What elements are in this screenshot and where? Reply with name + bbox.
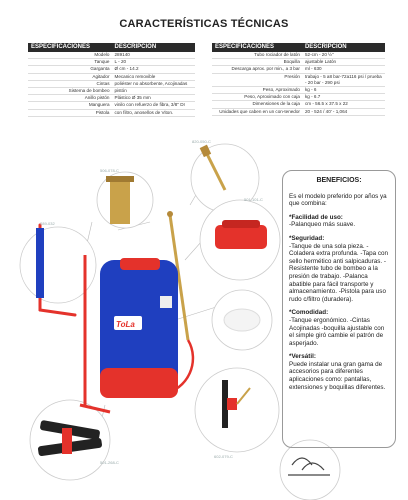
spec-value: trabajo - 5 a8 bar-72a116 psi / prueba - 20 bar - 290 psi	[302, 73, 385, 86]
benefits-panel	[282, 170, 396, 448]
benefit-text: -Tanque de una sola pieza. -Coladera extra profunda. -Tapa con sello hermético anti salpicaduras. -Resistente tubo de bombeo a la presión de trabajo. -Palanca abatible para fácil transporte y almacenamiento. -Pistola para uso rudo c/filtro (duradera).	[289, 242, 389, 303]
benefit-heading: *Versátil:	[289, 353, 316, 361]
benefit-heading: *Comodidad:	[289, 309, 329, 317]
header-specs: ESPECIFICACIONES	[212, 43, 302, 52]
spec-key: Descarga aprox. por min., a 3 bar	[212, 66, 302, 73]
spec-key: Manguera	[28, 102, 112, 109]
spec-value: pistón	[112, 88, 196, 95]
spec-key: Boquilla	[212, 59, 302, 66]
part-code: 501-101-C	[244, 197, 263, 202]
spec-value: kg - 6.7	[302, 94, 385, 101]
header-desc: DESCRIPCIÓN	[112, 43, 196, 52]
page-title: CARACTERÍSTICAS TÉCNICAS	[119, 18, 289, 30]
benefit-text: Puede instalar una gran gama de accesorios para diferentes aplicaciones como: pantallas, extensiones y boquillas diferentes.	[289, 360, 386, 391]
spec-value: cm - 56.5 x 37.5 x 22	[302, 101, 385, 108]
spec-key: Peso, Aproximado con caja	[212, 94, 302, 101]
header-desc: DESCRIPCIÓN	[302, 43, 385, 52]
spec-value: kg - 6	[302, 87, 385, 94]
spec-key: Cintas	[28, 80, 112, 87]
part-code: 602-079-C	[214, 454, 233, 459]
part-code: 289-032	[40, 221, 55, 226]
benefits-title: BENEFICIOS:	[316, 177, 362, 184]
benefits-intro: Es el modelo preferido por años ya que combina:	[289, 192, 387, 208]
spec-value: ajustable Latón	[302, 59, 385, 66]
spec-value: Plástico Ø 35 mm	[112, 95, 196, 102]
benefit-text: -Tanque ergonómico. -Cintas Acojinadas -boquilla ajustable con el simple giró cambie el patrón de asperjado.	[289, 316, 385, 347]
header-specs: ESPECIFICACIONES	[28, 43, 112, 52]
spec-value: con filtro, anosellos de Viton.	[112, 109, 196, 116]
benefit-heading: *Seguridad:	[289, 234, 325, 242]
callout-accessories	[280, 440, 340, 500]
spec-key: Dimensiones de la caja	[212, 101, 302, 108]
sprayer-body	[80, 211, 193, 412]
spec-key: Peso, Aproximado	[212, 87, 302, 94]
spec-key: Garganta	[28, 66, 112, 73]
brand-logo: ToLa	[116, 320, 135, 329]
spec-value: L - 20	[112, 59, 196, 66]
spec-key: Sistema de bombeo	[28, 88, 112, 95]
spec-value: vinilo con refuerzo de fibra, 3/8" DI	[112, 102, 196, 109]
spec-key: Presión	[212, 73, 302, 86]
part-code: 820-050-C	[192, 139, 211, 144]
spec-key: Tanque	[28, 59, 112, 66]
part-code: 501-268-C	[100, 460, 119, 465]
spec-value: 52-cm - 20 ½"	[302, 52, 385, 59]
spec-value: 20 - 524 / 40' - 1,064	[302, 108, 385, 115]
spec-key: Modelo	[28, 52, 112, 59]
spec-key: Anillo pistón	[28, 95, 112, 102]
spec-value: Ø cm - 14.2	[112, 66, 196, 73]
part-code: 506-078-C	[100, 168, 119, 173]
spec-key: Tubo rociador de latón	[212, 52, 302, 59]
spec-value: ml - 630	[302, 66, 385, 73]
spec-value: poliéster no absorbente, Acojinadas	[112, 80, 196, 87]
spec-key: Pistola	[28, 109, 112, 116]
spec-key: Unidades que caben en un con-tenedor	[212, 108, 302, 115]
spec-key: Agitador	[28, 73, 112, 80]
spec-value: 289140	[112, 52, 196, 59]
benefit-text: -Palanqueo más suave.	[289, 221, 356, 229]
benefit-heading: *Facilidad de uso:	[289, 213, 343, 221]
spec-value: Mecanico removible	[112, 73, 196, 80]
